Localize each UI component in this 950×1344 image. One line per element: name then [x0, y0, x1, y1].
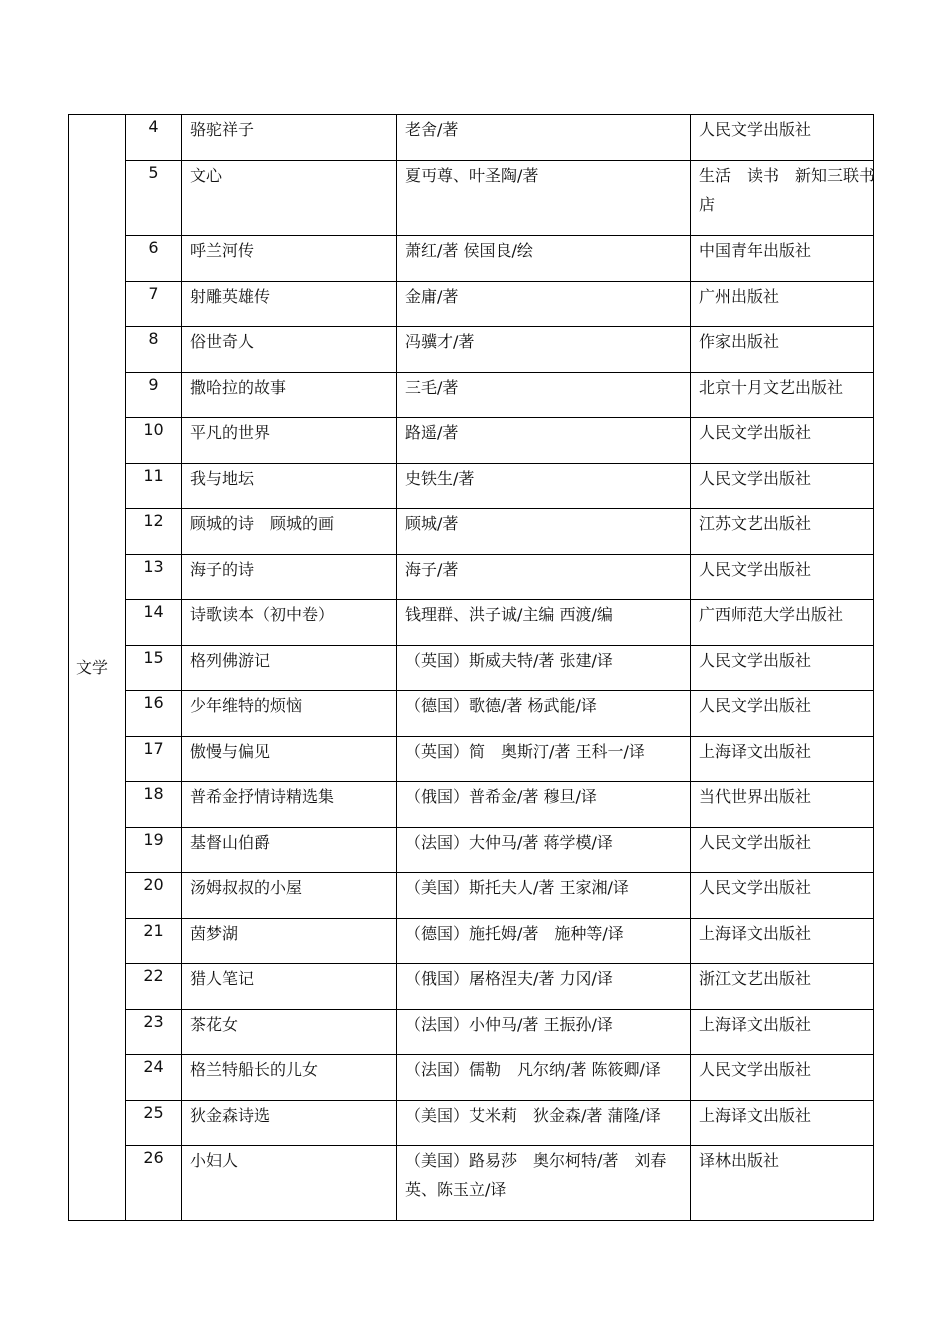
book-author-cell — [397, 691, 691, 737]
row-number-cell — [126, 600, 182, 646]
book-author-cell — [397, 1146, 691, 1221]
book-publisher: 人民文学出版社 — [699, 469, 812, 488]
book-author: （法国）大仲马/著 蒋学模/译 — [405, 833, 613, 852]
row-number: 17 — [143, 739, 164, 758]
row-number: 7 — [148, 284, 159, 303]
book-author: （美国）路易莎 奥尔柯特/著 刘春英、陈玉立/译 — [405, 1151, 667, 1199]
book-author-cell — [397, 161, 691, 236]
book-title-cell — [182, 509, 397, 555]
book-title-cell — [182, 691, 397, 737]
book-author-cell — [397, 873, 691, 919]
book-title: 顾城的诗 顾城的画 — [190, 514, 335, 533]
book-author-cell — [397, 737, 691, 782]
book-publisher-cell — [691, 373, 874, 418]
book-title-cell — [182, 919, 397, 964]
book-title: 射雕英雄传 — [190, 287, 271, 306]
book-author: 海子/著 — [405, 560, 459, 579]
book-publisher: 当代世界出版社 — [699, 787, 812, 806]
row-number: 10 — [143, 420, 164, 439]
book-author: 冯骥才/著 — [405, 332, 475, 351]
book-author: （俄国）屠格涅夫/著 力冈/译 — [405, 969, 613, 988]
row-number-cell — [126, 691, 182, 737]
table-row — [69, 115, 874, 161]
book-title: 茵梦湖 — [190, 924, 239, 943]
book-title: 平凡的世界 — [190, 423, 271, 442]
book-title-cell — [182, 1101, 397, 1146]
book-publisher-cell — [691, 161, 874, 236]
book-author: （法国）小仲马/著 王振孙/译 — [405, 1015, 613, 1034]
row-number: 19 — [143, 830, 164, 849]
book-author-cell — [397, 600, 691, 646]
book-title: 格兰特船长的儿女 — [190, 1060, 319, 1079]
table-row — [69, 327, 874, 373]
table-body — [69, 115, 874, 1221]
book-title-cell — [182, 161, 397, 236]
book-publisher: 生活 读书 新知三联书店 — [699, 166, 876, 214]
book-author: 三毛/著 — [405, 378, 459, 397]
book-title: 诗歌读本（初中卷） — [190, 605, 335, 624]
row-number: 5 — [148, 163, 159, 182]
table-row — [69, 600, 874, 646]
book-publisher: 人民文学出版社 — [699, 560, 812, 579]
book-title: 狄金森诗选 — [190, 1106, 271, 1125]
book-title: 小妇人 — [190, 1151, 239, 1170]
table-row — [69, 964, 874, 1010]
book-title-cell — [182, 1146, 397, 1221]
book-publisher: 江苏文艺出版社 — [699, 514, 812, 533]
row-number: 6 — [148, 238, 159, 257]
book-publisher-cell — [691, 282, 874, 327]
row-number-cell — [126, 236, 182, 282]
book-author: 金庸/著 — [405, 287, 459, 306]
book-title: 茶花女 — [190, 1015, 239, 1034]
book-title-cell — [182, 964, 397, 1010]
book-publisher: 人民文学出版社 — [699, 696, 812, 715]
book-title-cell — [182, 646, 397, 691]
book-publisher: 人民文学出版社 — [699, 423, 812, 442]
table-row — [69, 555, 874, 600]
book-author: （德国）施托姆/著 施种等/译 — [405, 924, 624, 943]
book-author-cell — [397, 327, 691, 373]
row-number-cell — [126, 418, 182, 464]
book-publisher: 北京十月文艺出版社 — [699, 378, 844, 397]
row-number: 25 — [143, 1103, 164, 1122]
row-number-cell — [126, 1010, 182, 1055]
book-title: 少年维特的烦恼 — [190, 696, 303, 715]
book-author-cell — [397, 646, 691, 691]
row-number: 24 — [143, 1057, 164, 1076]
book-title: 格列佛游记 — [190, 651, 271, 670]
row-number-cell — [126, 646, 182, 691]
row-number: 12 — [143, 511, 164, 530]
row-number-cell — [126, 828, 182, 873]
row-number: 22 — [143, 966, 164, 985]
book-author-cell — [397, 115, 691, 161]
book-author-cell — [397, 1055, 691, 1101]
row-number-cell — [126, 509, 182, 555]
book-author-cell — [397, 1101, 691, 1146]
book-publisher: 人民文学出版社 — [699, 651, 812, 670]
book-title: 海子的诗 — [190, 560, 255, 579]
row-number-cell — [126, 1055, 182, 1101]
book-author: 路遥/著 — [405, 423, 459, 442]
book-publisher-cell — [691, 737, 874, 782]
row-number: 11 — [143, 466, 164, 485]
book-title: 汤姆叔叔的小屋 — [190, 878, 303, 897]
book-publisher: 广西师范大学出版社 — [699, 605, 844, 624]
book-title-cell — [182, 282, 397, 327]
book-publisher: 上海译文出版社 — [699, 924, 812, 943]
book-author-cell — [397, 418, 691, 464]
table-row — [69, 873, 874, 919]
book-title-cell — [182, 327, 397, 373]
book-title: 猎人笔记 — [190, 969, 255, 988]
book-author-cell — [397, 919, 691, 964]
row-number-cell — [126, 373, 182, 418]
book-title-cell — [182, 737, 397, 782]
book-publisher: 浙江文艺出版社 — [699, 969, 812, 988]
book-author-cell — [397, 509, 691, 555]
book-title-cell — [182, 115, 397, 161]
table-row — [69, 691, 874, 737]
book-publisher-cell — [691, 646, 874, 691]
book-author: （英国）简 奥斯汀/著 王科一/译 — [405, 742, 645, 761]
table-row — [69, 418, 874, 464]
book-title: 普希金抒情诗精选集 — [190, 787, 335, 806]
table-row — [69, 828, 874, 873]
row-number: 14 — [143, 602, 164, 621]
book-author-cell — [397, 373, 691, 418]
book-author: （美国）艾米莉 狄金森/著 蒲隆/译 — [405, 1106, 661, 1125]
book-author: 史铁生/著 — [405, 469, 475, 488]
row-number-cell — [126, 964, 182, 1010]
book-title-cell — [182, 373, 397, 418]
row-number-cell — [126, 555, 182, 600]
row-number: 26 — [143, 1148, 164, 1167]
book-publisher-cell — [691, 327, 874, 373]
book-title: 俗世奇人 — [190, 332, 255, 351]
book-title-cell — [182, 1055, 397, 1101]
table-row — [69, 1010, 874, 1055]
book-title-cell — [182, 873, 397, 919]
book-publisher-cell — [691, 964, 874, 1010]
book-publisher-cell — [691, 1101, 874, 1146]
book-publisher: 上海译文出版社 — [699, 1015, 812, 1034]
book-author: （美国）斯托夫人/著 王家湘/译 — [405, 878, 629, 897]
book-publisher-cell — [691, 509, 874, 555]
book-title: 我与地坛 — [190, 469, 255, 488]
table-row — [69, 1146, 874, 1221]
table-row — [69, 464, 874, 509]
row-number: 18 — [143, 784, 164, 803]
book-author: 顾城/著 — [405, 514, 459, 533]
book-publisher: 作家出版社 — [699, 332, 780, 351]
book-publisher-cell — [691, 555, 874, 600]
row-number-cell — [126, 873, 182, 919]
book-publisher-cell — [691, 828, 874, 873]
row-number-cell — [126, 782, 182, 828]
book-title: 傲慢与偏见 — [190, 742, 271, 761]
book-list-table — [68, 114, 874, 1221]
row-number: 21 — [143, 921, 164, 940]
book-title-cell — [182, 236, 397, 282]
row-number-cell — [126, 161, 182, 236]
category-cell: 文学 — [69, 115, 126, 1221]
table-row — [69, 919, 874, 964]
book-publisher-cell — [691, 236, 874, 282]
book-title-cell — [182, 782, 397, 828]
table-row — [69, 782, 874, 828]
row-number-cell — [126, 282, 182, 327]
book-title-cell — [182, 555, 397, 600]
row-number: 23 — [143, 1012, 164, 1031]
book-title: 呼兰河传 — [190, 241, 255, 260]
book-publisher-cell — [691, 919, 874, 964]
book-author: （英国）斯威夫特/著 张建/译 — [405, 651, 613, 670]
book-author: （法国）儒勒 凡尔纳/著 陈筱卿/译 — [405, 1060, 661, 1079]
book-title-cell — [182, 1010, 397, 1055]
table-row — [69, 1101, 874, 1146]
book-author: 钱理群、洪子诚/主编 西渡/编 — [405, 605, 613, 624]
table-row — [69, 236, 874, 282]
book-publisher-cell — [691, 1055, 874, 1101]
book-author-cell — [397, 555, 691, 600]
row-number-cell — [126, 115, 182, 161]
book-author-cell — [397, 1010, 691, 1055]
row-number: 9 — [148, 375, 159, 394]
book-author: 老舍/著 — [405, 120, 459, 139]
table-row — [69, 161, 874, 236]
book-author: 夏丏尊、叶圣陶/著 — [405, 166, 539, 185]
book-publisher-cell — [691, 782, 874, 828]
book-publisher: 上海译文出版社 — [699, 1106, 812, 1125]
book-title: 基督山伯爵 — [190, 833, 271, 852]
book-author: （俄国）普希金/著 穆旦/译 — [405, 787, 597, 806]
book-publisher: 译林出版社 — [699, 1151, 780, 1170]
row-number-cell — [126, 919, 182, 964]
book-publisher-cell — [691, 418, 874, 464]
row-number: 15 — [143, 648, 164, 667]
row-number-cell — [126, 327, 182, 373]
book-publisher-cell — [691, 1146, 874, 1221]
book-author-cell — [397, 236, 691, 282]
row-number-cell — [126, 737, 182, 782]
book-author: 萧红/著 侯国良/绘 — [405, 241, 533, 260]
book-title: 撒哈拉的故事 — [190, 378, 287, 397]
book-publisher: 人民文学出版社 — [699, 1060, 812, 1079]
row-number: 16 — [143, 693, 164, 712]
row-number-cell — [126, 1146, 182, 1221]
row-number-cell — [126, 464, 182, 509]
book-title: 文心 — [190, 166, 223, 185]
book-publisher-cell — [691, 691, 874, 737]
book-author-cell — [397, 964, 691, 1010]
book-title-cell — [182, 464, 397, 509]
book-publisher-cell — [691, 1010, 874, 1055]
book-title-cell — [182, 418, 397, 464]
table-row — [69, 1055, 874, 1101]
row-number: 13 — [143, 557, 164, 576]
book-publisher-cell — [691, 115, 874, 161]
book-author-cell — [397, 828, 691, 873]
book-author-cell — [397, 782, 691, 828]
book-author-cell — [397, 464, 691, 509]
row-number-cell — [126, 1101, 182, 1146]
book-author-cell — [397, 282, 691, 327]
book-publisher-cell — [691, 600, 874, 646]
row-number: 20 — [143, 875, 164, 894]
book-author: （德国）歌德/著 杨武能/译 — [405, 696, 597, 715]
book-publisher: 中国青年出版社 — [699, 241, 812, 260]
book-publisher: 上海译文出版社 — [699, 742, 812, 761]
book-title-cell — [182, 600, 397, 646]
table-row — [69, 646, 874, 691]
book-title-cell — [182, 828, 397, 873]
book-publisher-cell — [691, 873, 874, 919]
book-publisher: 人民文学出版社 — [699, 878, 812, 897]
table-row — [69, 282, 874, 327]
row-number: 8 — [148, 329, 159, 348]
table-row — [69, 373, 874, 418]
row-number: 4 — [148, 117, 159, 136]
book-publisher-cell — [691, 464, 874, 509]
book-publisher: 广州出版社 — [699, 287, 780, 306]
book-publisher: 人民文学出版社 — [699, 833, 812, 852]
table-row — [69, 509, 874, 555]
table-row — [69, 737, 874, 782]
book-publisher: 人民文学出版社 — [699, 120, 812, 139]
book-title: 骆驼祥子 — [190, 120, 255, 139]
